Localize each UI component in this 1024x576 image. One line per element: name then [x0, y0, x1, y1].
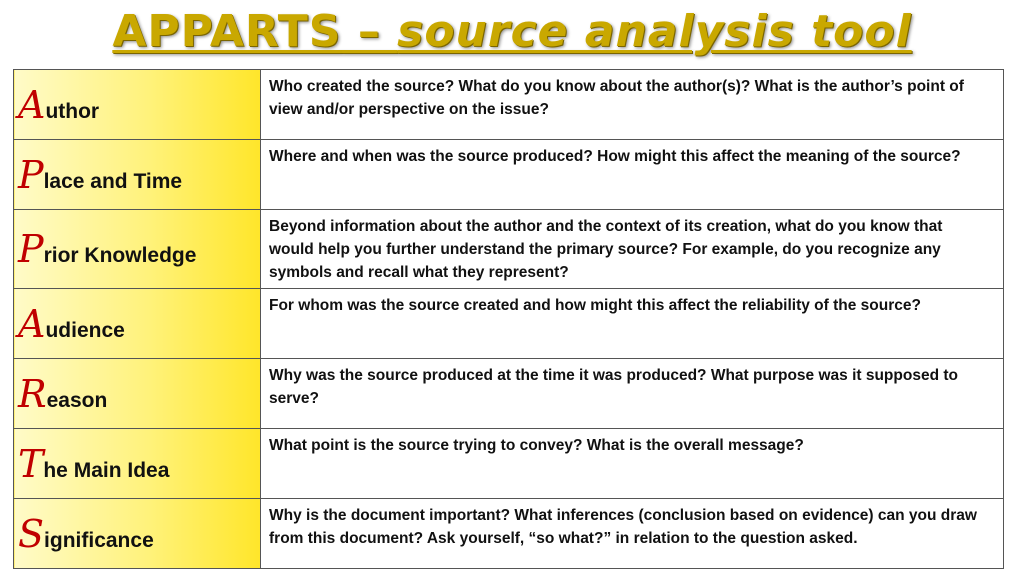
row-description: Beyond information about the author and the context of its creation, what do you know that would help you further understand the primary source? For example, do you recognize any symbols and recall what they represent?: [261, 210, 1004, 289]
title-dash: –: [341, 6, 398, 57]
row-initial: T: [18, 441, 44, 486]
row-key-rest: he Main Idea: [43, 458, 170, 482]
table-row-the-main-idea: [14, 429, 1004, 499]
title-acronym: APPARTS: [112, 6, 342, 57]
table-row-significance: [14, 499, 1004, 569]
row-key: [14, 499, 261, 569]
row-key: [14, 359, 261, 429]
row-key-rest: rior Knowledge: [43, 244, 197, 267]
table-row-audience: [14, 289, 1004, 359]
row-key-rest: udience: [45, 318, 125, 342]
table-row-prior-knowledge: [14, 210, 1004, 289]
row-description: What point is the source trying to convey? What is the overall message?: [261, 429, 1004, 499]
row-key-rest: lace and Time: [43, 169, 183, 193]
row-key-rest: ignificance: [44, 528, 154, 552]
row-description: Why was the source produced at the time it was produced? What purpose was it supposed to serve?: [261, 359, 1004, 429]
row-key-rest: eason: [46, 388, 108, 412]
row-initial: P: [18, 152, 44, 197]
row-key: [14, 210, 261, 289]
title-subtitle: source analysis tool: [397, 6, 912, 57]
row-initial: P: [18, 227, 44, 271]
row-key: [14, 140, 261, 210]
row-description: Why is the document important? What inferences (conclusion based on evidence) can you draw from this document? Ask yourself, “so what?” in relation to the question asked.: [261, 499, 1004, 569]
table-row-author: [14, 70, 1004, 140]
row-key: [14, 429, 261, 499]
row-key: [14, 70, 261, 140]
row-key: [14, 289, 261, 359]
row-initial: S: [18, 511, 45, 556]
row-initial: A: [18, 301, 46, 346]
table-row-reason: [14, 359, 1004, 429]
row-description: Who created the source? What do you know about the author(s)? What is the author’s point of view and/or perspective on the issue?: [261, 70, 1004, 140]
table-row-place-and-time: [14, 140, 1004, 210]
row-initial: A: [18, 82, 46, 127]
apparts-table: [13, 69, 1004, 569]
row-key-rest: uthor: [45, 99, 100, 123]
row-initial: R: [18, 371, 47, 416]
row-description: For whom was the source created and how might this affect the reliability of the source?: [261, 289, 1004, 359]
page-title: [0, 2, 1024, 62]
row-description: Where and when was the source produced? How might this affect the meaning of the source?: [261, 140, 1004, 210]
